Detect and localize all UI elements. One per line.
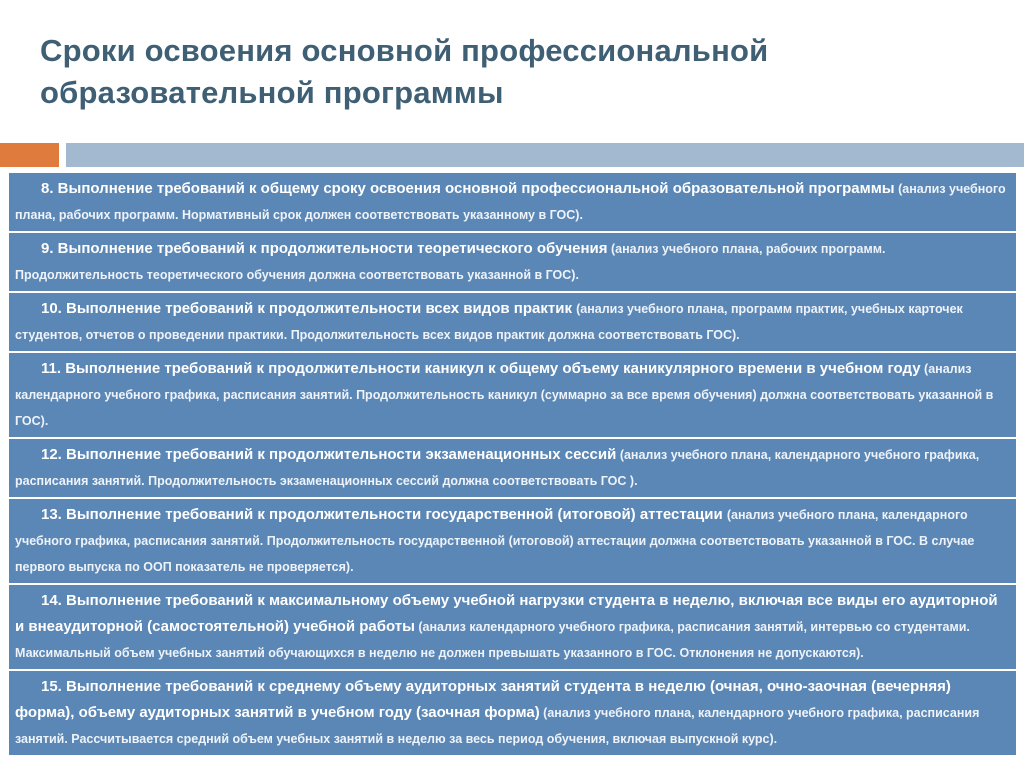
- criteria-heading: 11. Выполнение требований к продолжительности каникул к общему объему каникулярного времени в учебном году: [41, 360, 921, 377]
- criteria-note: (анализ учебного плана, программ практик, учебных карточек студентов, отчетов о проведении практики. Продолжительность всех видов практик должна соответствовать ГОС).: [15, 302, 963, 342]
- criteria-item-10: [8, 293, 1017, 353]
- criteria-heading: 12. Выполнение требований к продолжительности экзаменационных сессий: [41, 446, 617, 463]
- criteria-item-8: [8, 173, 1017, 233]
- criteria-heading: 14. Выполнение требований к максимальному объему учебной нагрузки студента в неделю, включая все виды его аудиторной и внеаудиторной (самостоятельной) учебной работы: [15, 592, 998, 635]
- criteria-note: (анализ календарного учебного графика, расписания занятий, интервью со студентами. Максимальный объем учебных занятий обучающихся в неделю не должен превышать указанного в ГОС. Отклонения не допускаются).: [15, 620, 970, 660]
- criteria-item-13: [8, 499, 1017, 585]
- criteria-heading: 8. Выполнение требований к общему сроку освоения основной профессиональной образовательной программы: [41, 180, 895, 197]
- criteria-note: (анализ календарного учебного графика, расписания занятий. Продолжительность каникул (суммарно за все время обучения) должна соответствовать указанной в ГОС).: [15, 362, 994, 428]
- accent-bar-orange: [0, 143, 59, 167]
- criteria-heading: 10. Выполнение требований к продолжительности всех видов практик: [41, 300, 577, 317]
- criteria-item-14: [8, 585, 1017, 671]
- criteria-item-9: [8, 233, 1017, 293]
- criteria-note: (анализ учебного плана, календарного учебного графика, расписания занятий. Продолжительность государственной (итоговой) аттестации должна соответствовать указанной в ГОС. В случае первого выпуска по ООП показатель не проверяется).: [15, 508, 975, 574]
- title-line-1: Сроки освоения основной профессиональной: [40, 33, 769, 68]
- criteria-heading: 15. Выполнение требований к среднему объему аудиторных занятий студента в неделю (очная, очно-заочная (вечерняя) форма), объему аудиторных занятий в учебном году (заочная форма): [15, 678, 951, 721]
- criteria-item-12: [8, 439, 1017, 499]
- criteria-list: [8, 173, 1017, 768]
- criteria-note: (анализ учебного плана, рабочих программ. Нормативный срок должен соответствовать указанному в ГОС).: [15, 182, 1006, 222]
- criteria-note: (анализ учебного плана, календарного учебного графика, расписания занятий. Продолжительность экзаменационных сессий должна соответствовать ГОС ).: [15, 448, 980, 488]
- title-line-2: образовательной программы: [40, 75, 504, 110]
- criteria-item-11: [8, 353, 1017, 439]
- slide-title: [40, 30, 1000, 114]
- criteria-note: (анализ учебного плана, календарного учебного графика, расписания занятий. Рассчитывается средний объем учебных занятий в неделю за весь период обучения, включая выпускной курс).: [15, 706, 980, 746]
- criteria-heading: 13. Выполнение требований к продолжительности государственной (итоговой) аттестации: [41, 506, 727, 523]
- criteria-item-15: [8, 671, 1017, 757]
- criteria-note: (анализ учебного плана, рабочих программ. Продолжительность теоретического обучения должна соответствовать указанной в ГОС).: [15, 242, 886, 282]
- accent-bar-blue: [66, 143, 1024, 167]
- criteria-heading: 9. Выполнение требований к продолжительности теоретического обучения: [41, 240, 608, 257]
